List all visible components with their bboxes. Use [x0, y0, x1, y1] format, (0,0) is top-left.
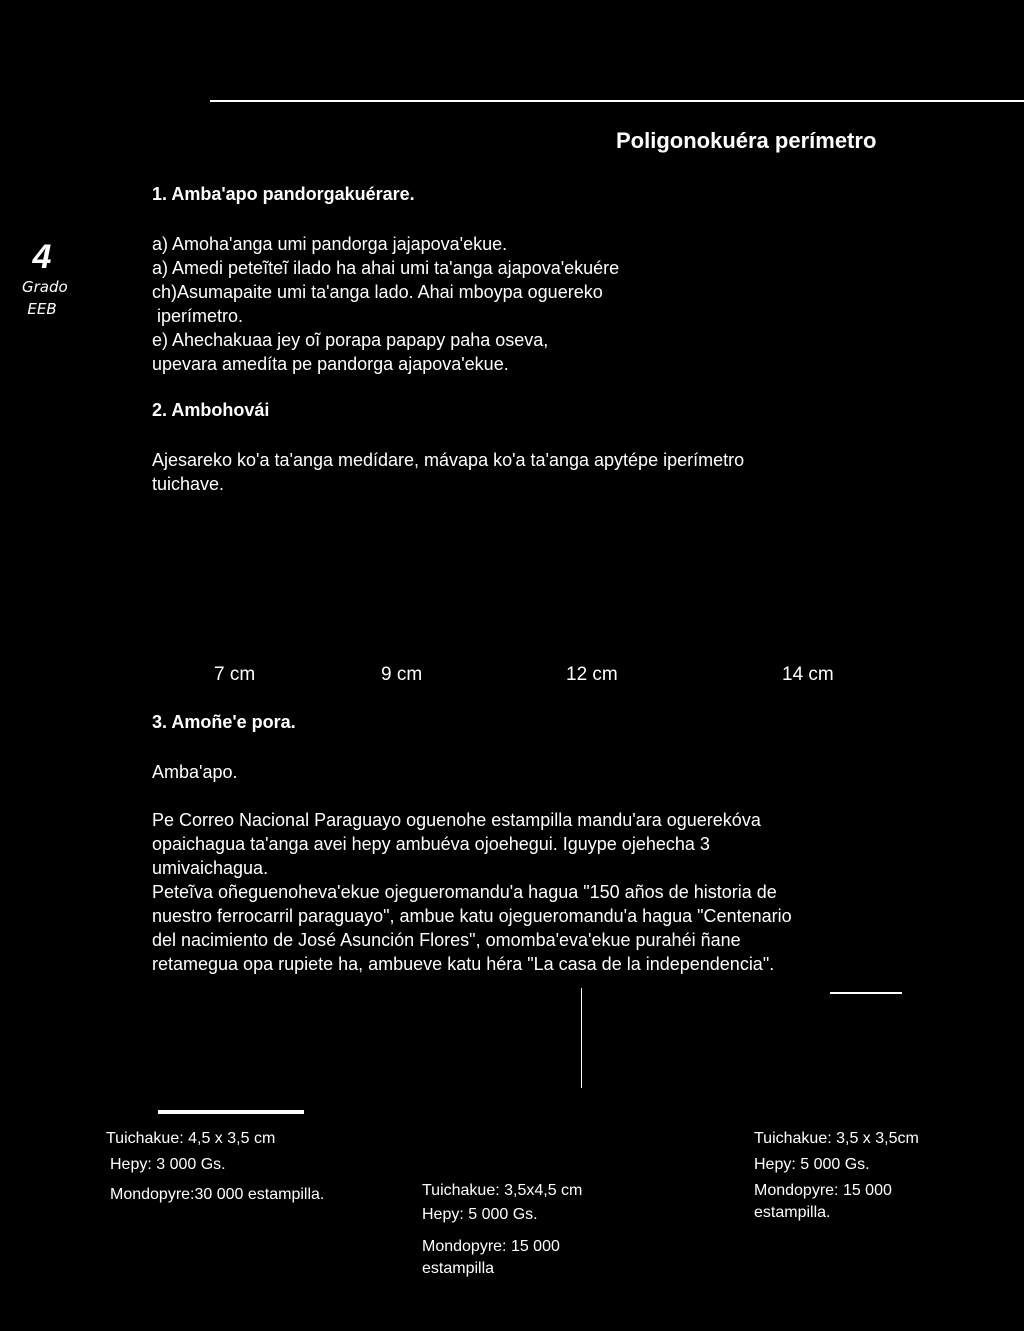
section3-line: retamegua opa rupiete ha, ambueve katu héra "La casa de la independencia".: [152, 954, 775, 974]
section1-line: upevara amedíta pe pandorga ajapova'ekue.: [152, 354, 509, 374]
section1-line: ch)Asumapaite umi ta'anga lado. Ahai mboypa oguereko: [152, 282, 603, 302]
stamp-quantity: Mondopyre: 15 000: [422, 1238, 560, 1255]
section3-line: Pe Correo Nacional Paraguayo oguenohe estampilla mandu'ara oguerekóva: [152, 810, 761, 830]
section1-heading: 1. Amba'apo pandorgakuérare.: [152, 184, 415, 204]
stamp-quantity-unit: estampilla.: [754, 1204, 831, 1221]
section1-line: a) Amedi peteĩteĩ ilado ha ahai umi ta'anga ajapova'ekuére: [152, 258, 620, 278]
section3-subheading: Amba'apo.: [152, 762, 238, 782]
section1-line: a) Amoha'anga umi pandorga jajapova'ekue.: [152, 234, 508, 254]
stamp-price: Hepy: 3 000 Gs.: [110, 1156, 226, 1173]
measure-7: 7 cm: [214, 664, 256, 685]
grade-level: EEB: [27, 300, 57, 318]
stamp-quantity: Mondopyre: 15 000: [754, 1182, 892, 1199]
header-rule: [210, 100, 1024, 102]
measure-9: 9 cm: [381, 664, 423, 685]
stamp-caption-1: [106, 1128, 324, 1206]
measure-14: 14 cm: [782, 664, 834, 685]
stamp-size: Tuichakue: 4,5 x 3,5 cm: [106, 1130, 276, 1147]
section2-line: Ajesareko ko'a ta'anga medídare, mávapa ko'a ta'anga apytépe iperímetro: [152, 450, 745, 470]
stamp-price: Hepy: 5 000 Gs.: [754, 1156, 870, 1173]
grade-label: Grado: [22, 278, 68, 296]
section3-line: opaichagua ta'anga avei hepy ambuéva ojoehegui. Iguype ojehecha 3: [152, 834, 710, 854]
section1-body: [152, 232, 619, 376]
section1-line: e) Ahechakuaa jey oĩ porapa papapy paha oseva,: [152, 330, 549, 350]
section3-heading: 3. Amoñe'e pora.: [152, 712, 296, 732]
grade-number: 4: [32, 238, 52, 276]
section1-line: iperímetro.: [152, 306, 244, 326]
grade-badge: [22, 238, 68, 320]
stamp-price: Hepy: 5 000 Gs.: [422, 1206, 538, 1223]
section2-heading: 2. Ambohovái: [152, 400, 270, 420]
stamp-quantity: Mondopyre:30 000 estampilla.: [110, 1186, 325, 1203]
stamp-caption-2: [422, 1180, 582, 1280]
stamp-frame-line: [830, 992, 902, 994]
section3-body: [152, 808, 792, 976]
measure-12: 12 cm: [566, 664, 618, 685]
page-title: Poligonokuéra perímetro: [616, 128, 877, 153]
stamp-caption-3: [754, 1128, 919, 1224]
section3-line: del nacimiento de José Asunción Flores", omomba'eva'ekue purahéi ñane: [152, 930, 741, 950]
section2-body: [152, 448, 744, 496]
section2-line: tuichave.: [152, 474, 225, 494]
stamp-frame-line: [158, 1110, 304, 1114]
section3-line: Peteĩva oñeguenoheva'ekue ojegueromandu'a hagua "150 años de historia de: [152, 882, 777, 902]
stamp-frame-line: [581, 988, 582, 1088]
section3-line: umivaichagua.: [152, 858, 269, 878]
section3-line: nuestro ferrocarril paraguayo", ambue katu ojegueromandu'a hagua "Centenario: [152, 906, 792, 926]
stamp-size: Tuichakue: 3,5 x 3,5cm: [754, 1130, 919, 1147]
stamp-size: Tuichakue: 3,5x4,5 cm: [422, 1182, 583, 1199]
stamp-quantity-unit: estampilla: [422, 1260, 495, 1277]
